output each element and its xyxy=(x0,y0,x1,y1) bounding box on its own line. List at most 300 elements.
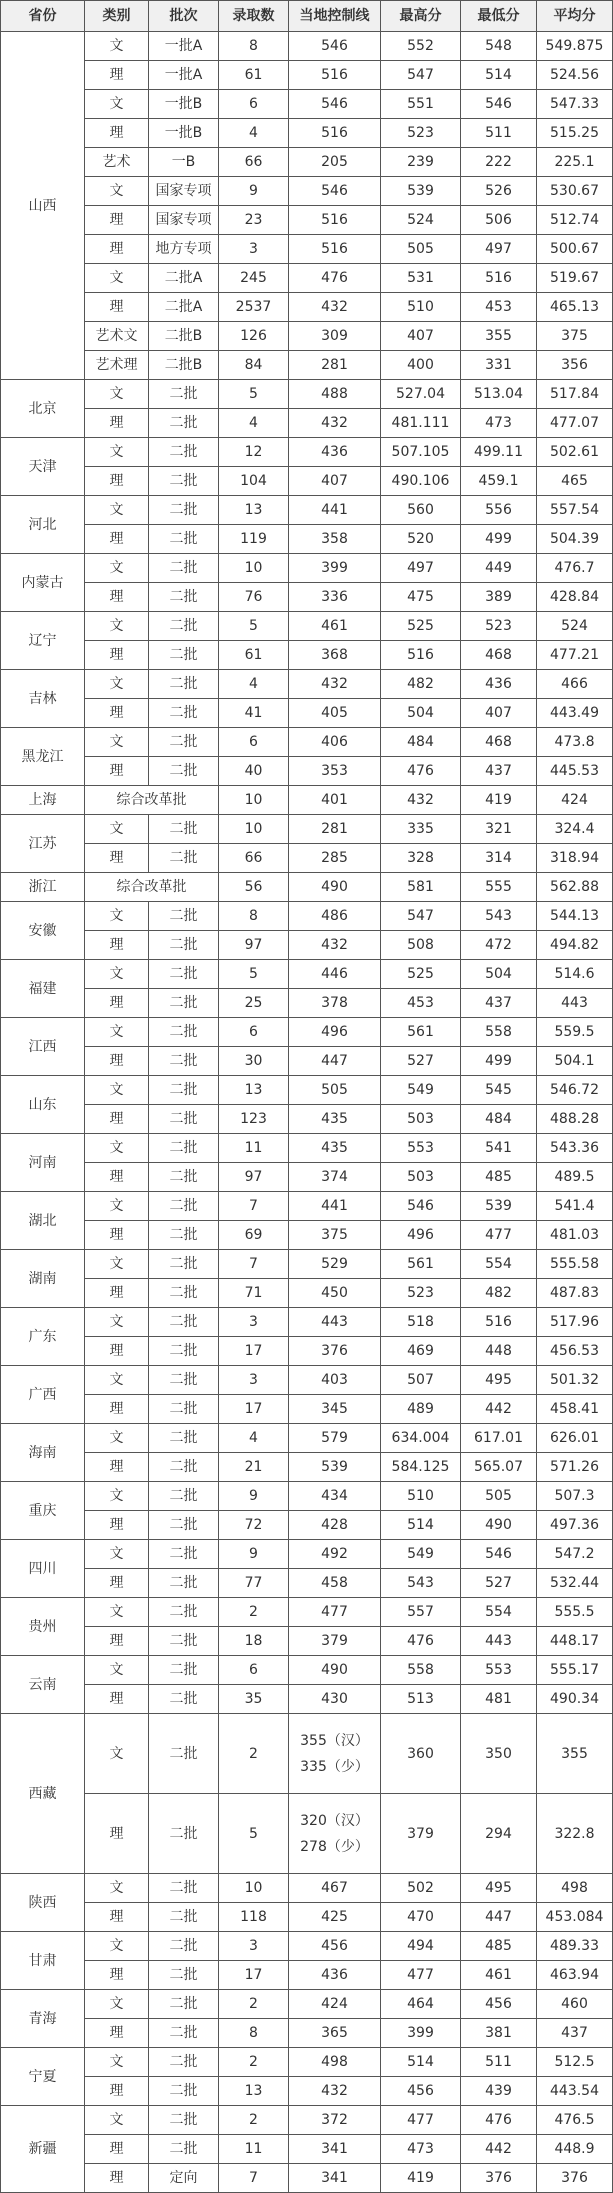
table-row xyxy=(1,264,613,293)
min-score-cell: 314 xyxy=(461,844,537,873)
admitted-cell: 11 xyxy=(219,1134,289,1163)
avg-score-cell: 456.53 xyxy=(537,1337,613,1366)
admitted-cell: 9 xyxy=(219,177,289,206)
control-line-cell: 492 xyxy=(289,1540,381,1569)
province-cell: 浙江 xyxy=(1,873,85,902)
max-score-cell: 549 xyxy=(381,1540,461,1569)
province-cell: 湖北 xyxy=(1,1192,85,1250)
batch-cell: 二批 xyxy=(149,409,219,438)
control-line-cell: 516 xyxy=(289,119,381,148)
batch-cell: 二批 xyxy=(149,2106,219,2135)
avg-score-cell: 476.5 xyxy=(537,2106,613,2135)
control-line-cell: 320（汉） 278（少） xyxy=(289,1794,381,1874)
min-score-cell: 485 xyxy=(461,1163,537,1192)
category-cell: 理 xyxy=(85,1511,149,1540)
table-row xyxy=(1,1511,613,1540)
table-row xyxy=(1,496,613,525)
max-score-cell: 504 xyxy=(381,699,461,728)
admitted-cell: 66 xyxy=(219,844,289,873)
table-row xyxy=(1,1482,613,1511)
control-line-cell: 546 xyxy=(289,32,381,61)
max-score-cell: 634.004 xyxy=(381,1424,461,1453)
control-line-cell: 441 xyxy=(289,1192,381,1221)
table-row xyxy=(1,409,613,438)
category-cell: 艺术 xyxy=(85,148,149,177)
province-cell: 广东 xyxy=(1,1308,85,1366)
province-cell: 吉林 xyxy=(1,670,85,728)
control-line-cell: 424 xyxy=(289,1990,381,2019)
batch-cell: 二批 xyxy=(149,1961,219,1990)
avg-score-cell: 375 xyxy=(537,322,613,351)
admitted-cell: 97 xyxy=(219,931,289,960)
max-score-cell: 476 xyxy=(381,1627,461,1656)
batch-cell: 二批 xyxy=(149,1569,219,1598)
category-cell: 文 xyxy=(85,1076,149,1105)
province-cell: 重庆 xyxy=(1,1482,85,1540)
table-row xyxy=(1,641,613,670)
batch-cell: 二批 xyxy=(149,1134,219,1163)
table-row xyxy=(1,728,613,757)
admitted-cell: 3 xyxy=(219,1932,289,1961)
province-cell: 甘肃 xyxy=(1,1932,85,1990)
control-line-cell: 476 xyxy=(289,264,381,293)
category-cell: 文 xyxy=(85,1250,149,1279)
province-cell: 安徽 xyxy=(1,902,85,960)
avg-score-cell: 489.5 xyxy=(537,1163,613,1192)
header-control-line: 当地控制线 xyxy=(289,1,381,32)
control-line-cell: 467 xyxy=(289,1874,381,1903)
category-cell: 文 xyxy=(85,1018,149,1047)
avg-score-cell: 557.54 xyxy=(537,496,613,525)
batch-cell: 二批 xyxy=(149,1366,219,1395)
min-score-cell: 511 xyxy=(461,119,537,148)
province-cell: 四川 xyxy=(1,1540,85,1598)
max-score-cell: 335 xyxy=(381,815,461,844)
header-min-score: 最低分 xyxy=(461,1,537,32)
max-score-cell: 557 xyxy=(381,1598,461,1627)
control-line-cell: 432 xyxy=(289,670,381,699)
avg-score-cell: 555.5 xyxy=(537,1598,613,1627)
control-line-cell: 336 xyxy=(289,583,381,612)
max-score-cell: 547 xyxy=(381,902,461,931)
max-score-cell: 513 xyxy=(381,1685,461,1714)
batch-cell: 二批 xyxy=(149,1192,219,1221)
max-score-cell: 531 xyxy=(381,264,461,293)
avg-score-cell: 504.1 xyxy=(537,1047,613,1076)
table-row xyxy=(1,1424,613,1453)
control-line-cell: 477 xyxy=(289,1598,381,1627)
max-score-cell: 518 xyxy=(381,1308,461,1337)
batch-cell: 二批 xyxy=(149,989,219,1018)
category-cell: 文 xyxy=(85,1192,149,1221)
table-row xyxy=(1,960,613,989)
admitted-cell: 7 xyxy=(219,1192,289,1221)
min-score-cell: 407 xyxy=(461,699,537,728)
admitted-cell: 5 xyxy=(219,380,289,409)
admitted-cell: 3 xyxy=(219,235,289,264)
avg-score-cell: 555.17 xyxy=(537,1656,613,1685)
min-score-cell: 548 xyxy=(461,32,537,61)
max-score-cell: 432 xyxy=(381,786,461,815)
min-score-cell: 511 xyxy=(461,2048,537,2077)
table-row xyxy=(1,1105,613,1134)
max-score-cell: 490.106 xyxy=(381,467,461,496)
batch-cell: 一批B xyxy=(149,90,219,119)
admitted-cell: 72 xyxy=(219,1511,289,1540)
admitted-cell: 41 xyxy=(219,699,289,728)
admitted-cell: 2537 xyxy=(219,293,289,322)
min-score-cell: 355 xyxy=(461,322,537,351)
province-cell: 天津 xyxy=(1,438,85,496)
batch-cell: 二批 xyxy=(149,1685,219,1714)
category-cell: 理 xyxy=(85,119,149,148)
batch-cell: 二批 xyxy=(149,583,219,612)
batch-cell: 二批 xyxy=(149,1337,219,1366)
table-row xyxy=(1,1569,613,1598)
avg-score-cell: 517.96 xyxy=(537,1308,613,1337)
min-score-cell: 331 xyxy=(461,351,537,380)
control-line-cell: 496 xyxy=(289,1018,381,1047)
min-score-cell: 490 xyxy=(461,1511,537,1540)
batch-cell: 二批 xyxy=(149,728,219,757)
batch-cell: 二批 xyxy=(149,1250,219,1279)
category-cell: 理 xyxy=(85,989,149,1018)
control-line-cell: 407 xyxy=(289,467,381,496)
avg-score-cell: 453.084 xyxy=(537,1903,613,1932)
min-score-cell: 468 xyxy=(461,641,537,670)
category-cell: 文 xyxy=(85,380,149,409)
table-row xyxy=(1,1192,613,1221)
admitted-cell: 126 xyxy=(219,322,289,351)
category-cell: 理 xyxy=(85,844,149,873)
max-score-cell: 505 xyxy=(381,235,461,264)
admitted-cell: 97 xyxy=(219,1163,289,1192)
control-line-cell: 516 xyxy=(289,206,381,235)
province-cell: 内蒙古 xyxy=(1,554,85,612)
table-row xyxy=(1,119,613,148)
admitted-cell: 84 xyxy=(219,351,289,380)
admitted-cell: 66 xyxy=(219,148,289,177)
category-cell: 理 xyxy=(85,467,149,496)
table-row xyxy=(1,322,613,351)
control-line-cell: 435 xyxy=(289,1105,381,1134)
avg-score-cell: 477.07 xyxy=(537,409,613,438)
category-cell: 文 xyxy=(85,2106,149,2135)
avg-score-cell: 547.33 xyxy=(537,90,613,119)
province-cell: 广西 xyxy=(1,1366,85,1424)
category-cell: 文 xyxy=(85,1874,149,1903)
admitted-cell: 11 xyxy=(219,2135,289,2164)
header-avg-score: 平均分 xyxy=(537,1,613,32)
table-row xyxy=(1,1961,613,1990)
min-score-cell: 499.11 xyxy=(461,438,537,467)
control-line-cell: 432 xyxy=(289,2077,381,2106)
category-cell: 文 xyxy=(85,1932,149,1961)
control-line-cell: 205 xyxy=(289,148,381,177)
category-cell: 理 xyxy=(85,206,149,235)
avg-score-cell: 318.94 xyxy=(537,844,613,873)
table-row xyxy=(1,1018,613,1047)
admitted-cell: 10 xyxy=(219,815,289,844)
admitted-cell: 8 xyxy=(219,32,289,61)
control-line-cell: 529 xyxy=(289,1250,381,1279)
table-row xyxy=(1,2106,613,2135)
control-line-cell: 456 xyxy=(289,1932,381,1961)
max-score-cell: 489 xyxy=(381,1395,461,1424)
min-score-cell: 516 xyxy=(461,1308,537,1337)
control-line-cell: 281 xyxy=(289,351,381,380)
category-cell: 理 xyxy=(85,293,149,322)
admitted-cell: 76 xyxy=(219,583,289,612)
table-row xyxy=(1,2135,613,2164)
max-score-cell: 527 xyxy=(381,1047,461,1076)
max-score-cell: 399 xyxy=(381,2019,461,2048)
table-row xyxy=(1,1598,613,1627)
admitted-cell: 2 xyxy=(219,2106,289,2135)
batch-cell: 二批 xyxy=(149,1279,219,1308)
control-line-cell: 450 xyxy=(289,1279,381,1308)
category-cell: 理 xyxy=(85,1685,149,1714)
category-cell: 理 xyxy=(85,583,149,612)
category-cell: 文 xyxy=(85,815,149,844)
category-cell: 理 xyxy=(85,1627,149,1656)
admitted-cell: 17 xyxy=(219,1337,289,1366)
max-score-cell: 482 xyxy=(381,670,461,699)
max-score-cell: 507.105 xyxy=(381,438,461,467)
min-score-cell: 442 xyxy=(461,2135,537,2164)
avg-score-cell: 443.54 xyxy=(537,2077,613,2106)
min-score-cell: 437 xyxy=(461,989,537,1018)
table-row xyxy=(1,757,613,786)
table-row xyxy=(1,351,613,380)
max-score-cell: 525 xyxy=(381,612,461,641)
batch-cell: 二批 xyxy=(149,525,219,554)
admitted-cell: 13 xyxy=(219,496,289,525)
max-score-cell: 520 xyxy=(381,525,461,554)
category-cell: 文 xyxy=(85,960,149,989)
category-cell: 文 xyxy=(85,1134,149,1163)
max-score-cell: 523 xyxy=(381,119,461,148)
control-line-cell: 539 xyxy=(289,1453,381,1482)
min-score-cell: 484 xyxy=(461,1105,537,1134)
control-line-cell: 432 xyxy=(289,931,381,960)
min-score-cell: 448 xyxy=(461,1337,537,1366)
min-score-cell: 461 xyxy=(461,1961,537,1990)
batch-cell: 定向 xyxy=(149,2164,219,2193)
category-cell: 理 xyxy=(85,699,149,728)
category-cell: 理 xyxy=(85,2135,149,2164)
batch-cell: 二批 xyxy=(149,1540,219,1569)
batch-cell: 二批 xyxy=(149,670,219,699)
admitted-cell: 119 xyxy=(219,525,289,554)
max-score-cell: 560 xyxy=(381,496,461,525)
table-row xyxy=(1,380,613,409)
category-cell: 文 xyxy=(85,2048,149,2077)
min-score-cell: 472 xyxy=(461,931,537,960)
avg-score-cell: 463.94 xyxy=(537,1961,613,1990)
max-score-cell: 514 xyxy=(381,2048,461,2077)
category-cell: 理 xyxy=(85,1279,149,1308)
min-score-cell: 436 xyxy=(461,670,537,699)
max-score-cell: 546 xyxy=(381,1192,461,1221)
max-score-cell: 400 xyxy=(381,351,461,380)
min-score-cell: 442 xyxy=(461,1395,537,1424)
min-score-cell: 389 xyxy=(461,583,537,612)
category-cell: 理 xyxy=(85,2164,149,2193)
batch-cell: 二批 xyxy=(149,1047,219,1076)
avg-score-cell: 524 xyxy=(537,612,613,641)
category-cell: 理 xyxy=(85,1163,149,1192)
control-line-cell: 406 xyxy=(289,728,381,757)
max-score-cell: 524 xyxy=(381,206,461,235)
avg-score-cell: 512.5 xyxy=(537,2048,613,2077)
control-line-cell: 355（汉） 335（少） xyxy=(289,1714,381,1794)
min-score-cell: 558 xyxy=(461,1018,537,1047)
table-row xyxy=(1,1047,613,1076)
max-score-cell: 496 xyxy=(381,1221,461,1250)
avg-score-cell: 500.67 xyxy=(537,235,613,264)
table-row xyxy=(1,815,613,844)
avg-score-cell: 466 xyxy=(537,670,613,699)
avg-score-cell: 460 xyxy=(537,1990,613,2019)
province-cell: 江苏 xyxy=(1,815,85,873)
table-row xyxy=(1,1395,613,1424)
min-score-cell: 468 xyxy=(461,728,537,757)
min-score-cell: 506 xyxy=(461,206,537,235)
avg-score-cell: 541.4 xyxy=(537,1192,613,1221)
control-line-cell: 285 xyxy=(289,844,381,873)
min-score-cell: 546 xyxy=(461,1540,537,1569)
admitted-cell: 9 xyxy=(219,1482,289,1511)
control-line-cell: 374 xyxy=(289,1163,381,1192)
avg-score-cell: 487.83 xyxy=(537,1279,613,1308)
max-score-cell: 516 xyxy=(381,641,461,670)
header-row xyxy=(1,1,613,32)
max-score-cell: 379 xyxy=(381,1794,461,1874)
table-row xyxy=(1,699,613,728)
category-cell: 理 xyxy=(85,1453,149,1482)
batch-cell: 二批 xyxy=(149,1308,219,1337)
admitted-cell: 13 xyxy=(219,1076,289,1105)
admitted-cell: 6 xyxy=(219,728,289,757)
min-score-cell: 294 xyxy=(461,1794,537,1874)
category-cell: 理 xyxy=(85,235,149,264)
control-line-cell: 441 xyxy=(289,496,381,525)
min-score-cell: 485 xyxy=(461,1932,537,1961)
category-cell: 文 xyxy=(85,1424,149,1453)
max-score-cell: 510 xyxy=(381,293,461,322)
min-score-cell: 381 xyxy=(461,2019,537,2048)
batch-cell: 二批 xyxy=(149,1221,219,1250)
table-row xyxy=(1,1990,613,2019)
avg-score-cell: 494.82 xyxy=(537,931,613,960)
batch-cell: 二批 xyxy=(149,1990,219,2019)
avg-score-cell: 626.01 xyxy=(537,1424,613,1453)
category-cell: 文 xyxy=(85,1366,149,1395)
category-cell: 文 xyxy=(85,1990,149,2019)
min-score-cell: 513.04 xyxy=(461,380,537,409)
category-cell: 理 xyxy=(85,757,149,786)
admitted-cell: 40 xyxy=(219,757,289,786)
batch-cell: 二批 xyxy=(149,467,219,496)
max-score-cell: 473 xyxy=(381,2135,461,2164)
min-score-cell: 554 xyxy=(461,1598,537,1627)
batch-cell: 二批B xyxy=(149,351,219,380)
batch-cell: 二批 xyxy=(149,612,219,641)
category-cell: 文 xyxy=(85,1482,149,1511)
category-cell: 文 xyxy=(85,728,149,757)
table-row xyxy=(1,786,613,815)
min-score-cell: 481 xyxy=(461,1685,537,1714)
control-line-cell: 281 xyxy=(289,815,381,844)
max-score-cell: 539 xyxy=(381,177,461,206)
table-row xyxy=(1,1453,613,1482)
max-score-cell: 481.111 xyxy=(381,409,461,438)
category-cell: 艺术文 xyxy=(85,322,149,351)
max-score-cell: 456 xyxy=(381,2077,461,2106)
max-score-cell: 419 xyxy=(381,2164,461,2193)
category-cell: 文 xyxy=(85,1308,149,1337)
table-row xyxy=(1,670,613,699)
control-line-cell: 375 xyxy=(289,1221,381,1250)
max-score-cell: 360 xyxy=(381,1714,461,1794)
control-line-cell: 436 xyxy=(289,1961,381,1990)
batch-cell: 一B xyxy=(149,148,219,177)
category-cell: 文 xyxy=(85,1656,149,1685)
max-score-cell: 551 xyxy=(381,90,461,119)
avg-score-cell: 465 xyxy=(537,467,613,496)
batch-cell: 地方专项 xyxy=(149,235,219,264)
batch-cell: 二批 xyxy=(149,2019,219,2048)
avg-score-cell: 544.13 xyxy=(537,902,613,931)
category-cell: 文 xyxy=(85,1540,149,1569)
category-cell: 理 xyxy=(85,1105,149,1134)
admitted-cell: 17 xyxy=(219,1395,289,1424)
admitted-cell: 6 xyxy=(219,1018,289,1047)
min-score-cell: 556 xyxy=(461,496,537,525)
admitted-cell: 4 xyxy=(219,1424,289,1453)
avg-score-cell: 424 xyxy=(537,786,613,815)
batch-cell: 二批 xyxy=(149,815,219,844)
control-line-cell: 446 xyxy=(289,960,381,989)
control-line-cell: 309 xyxy=(289,322,381,351)
batch-cell: 二批 xyxy=(149,757,219,786)
max-score-cell: 328 xyxy=(381,844,461,873)
province-cell: 云南 xyxy=(1,1656,85,1714)
table-row xyxy=(1,2164,613,2193)
table-row xyxy=(1,989,613,1018)
avg-score-cell: 448.17 xyxy=(537,1627,613,1656)
admitted-cell: 2 xyxy=(219,1990,289,2019)
category-cell: 理 xyxy=(85,61,149,90)
min-score-cell: 543 xyxy=(461,902,537,931)
admitted-cell: 61 xyxy=(219,641,289,670)
admitted-cell: 4 xyxy=(219,119,289,148)
batch-cell: 二批 xyxy=(149,1932,219,1961)
table-row xyxy=(1,1874,613,1903)
avg-score-cell: 512.74 xyxy=(537,206,613,235)
min-score-cell: 539 xyxy=(461,1192,537,1221)
admitted-cell: 23 xyxy=(219,206,289,235)
avg-score-cell: 324.4 xyxy=(537,815,613,844)
min-score-cell: 459.1 xyxy=(461,467,537,496)
admitted-cell: 12 xyxy=(219,438,289,467)
max-score-cell: 508 xyxy=(381,931,461,960)
max-score-cell: 494 xyxy=(381,1932,461,1961)
min-score-cell: 541 xyxy=(461,1134,537,1163)
min-score-cell: 495 xyxy=(461,1366,537,1395)
category-cell: 理 xyxy=(85,525,149,554)
